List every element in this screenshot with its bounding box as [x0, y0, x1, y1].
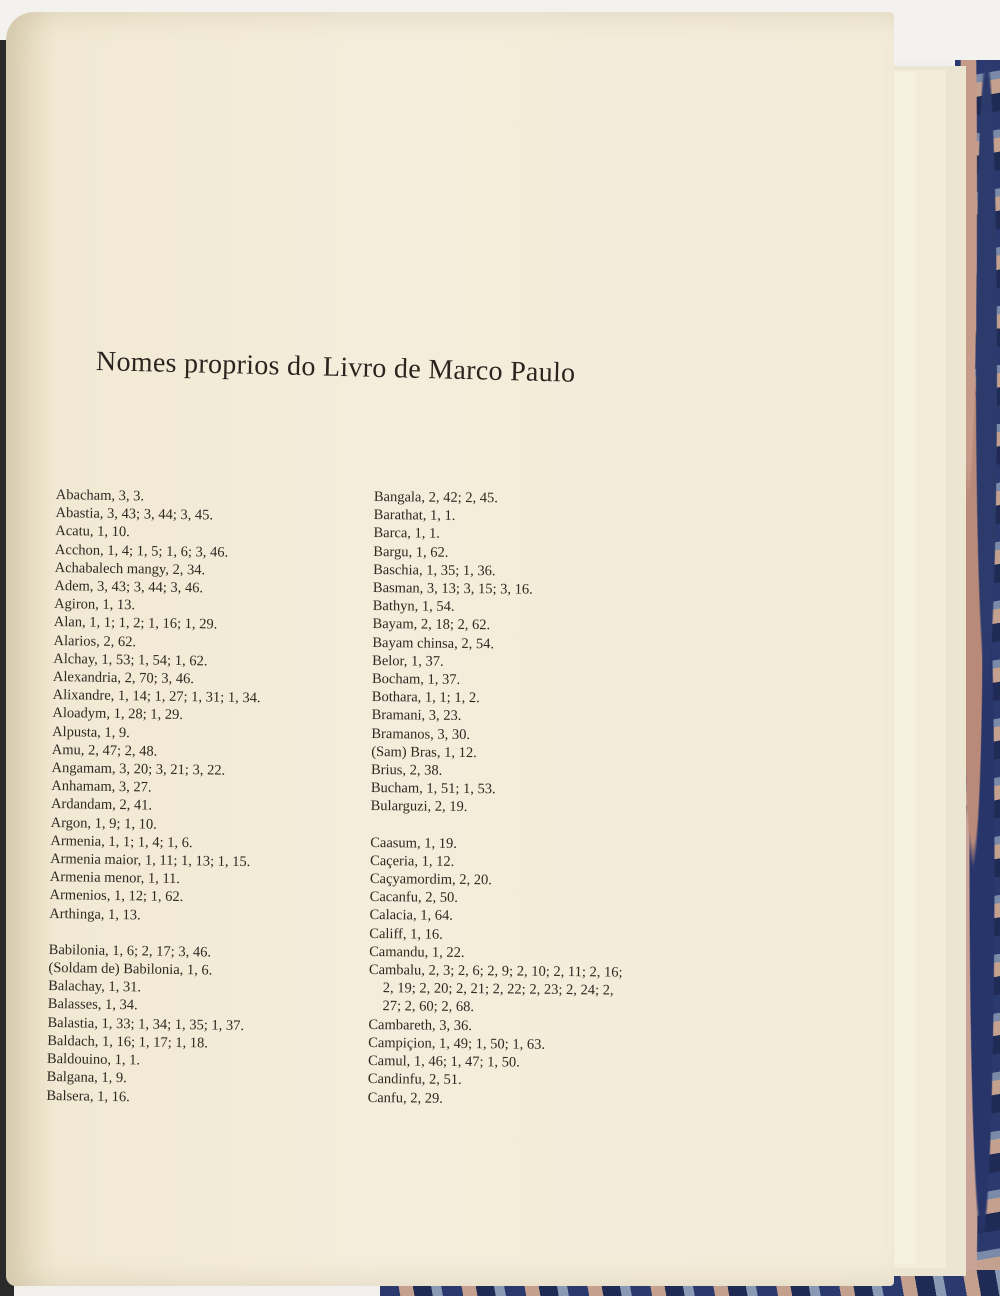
index-entry: Angamam, 3, 20; 3, 21; 3, 22. — [51, 760, 226, 779]
index-column-right — [368, 488, 694, 1110]
index-entry: Acchon, 1, 4; 1, 5; 1, 6; 3, 46. — [54, 541, 229, 561]
index-entry: Acatu, 1, 10. — [55, 523, 130, 541]
page-title: Nomes proprios do Livro de Marco Paulo — [95, 346, 576, 389]
index-entry: Alexandria, 2, 70; 3, 46. — [52, 669, 195, 688]
index-entry: Candinfu, 2, 51. — [367, 1071, 462, 1089]
index-entry: Cambareth, 3, 36. — [368, 1016, 472, 1034]
index-entry: Bocham, 1, 37. — [371, 671, 461, 688]
index-entry: (Sam) Bras, 1, 12. — [371, 743, 477, 761]
index-entry-continuation: 27; 2, 60; 2, 68. — [382, 998, 475, 1016]
page-edge — [893, 72, 916, 1264]
index-entry: Balastia, 1, 33; 1, 34; 1, 35; 1, 37. — [47, 1014, 245, 1034]
index-entry: Arthinga, 1, 13. — [49, 905, 141, 924]
index-entry: Caçyamordim, 2, 20. — [369, 871, 493, 889]
index-entry: Caasum, 1, 19. — [370, 834, 457, 852]
index-entry: Alan, 1, 1; 1, 2; 1, 16; 1, 29. — [53, 614, 218, 633]
index-entry: Armenios, 1, 12; 1, 62. — [49, 887, 184, 906]
index-entry: Ardandam, 2, 41. — [50, 796, 153, 815]
index-entry: Bramani, 3, 23. — [371, 707, 462, 725]
index-entry: Alchay, 1, 53; 1, 54; 1, 62. — [53, 650, 208, 670]
index-entry: Camandu, 1, 22. — [369, 943, 465, 961]
index-entry-continuation: 2, 19; 2, 20; 2, 21; 2, 22; 2, 23; 2, 24; 2, — [382, 980, 614, 999]
index-entry: Alpusta, 1, 9. — [52, 723, 130, 741]
index-entry: Abacham, 3, 3. — [55, 486, 145, 505]
index-entry: Bayam, 2, 18; 2, 62. — [372, 616, 491, 634]
index-entry: Balsera, 1, 16. — [46, 1087, 130, 1105]
index-entry: Camul, 1, 46; 1, 47; 1, 50. — [367, 1053, 520, 1071]
index-entry: Bucham, 1, 51; 1, 53. — [370, 780, 496, 798]
index-entry: Basman, 3, 13; 3, 15; 3, 16. — [372, 580, 533, 598]
index-entry: Belor, 1, 37. — [372, 652, 444, 670]
index-entry: Adem, 3, 43; 3, 44; 3, 46. — [54, 578, 204, 597]
index-entry: Baldach, 1, 16; 1, 17; 1, 18. — [47, 1032, 209, 1052]
index-entry: Cambalu, 2, 3; 2, 6; 2, 9; 2, 10; 2, 11; 2, 16; — [368, 962, 623, 981]
index-entry: Argon, 1, 9; 1, 10. — [50, 814, 157, 833]
index-entry: Achabalech mangy, 2, 34. — [54, 559, 206, 579]
index-entry: Baldouino, 1, 1. — [46, 1051, 141, 1069]
index-entry: Brius, 2, 38. — [370, 762, 443, 779]
index-entry: Caçeria, 1, 12. — [370, 852, 455, 870]
index-entry: Balachay, 1, 31. — [48, 978, 142, 996]
index-entry: Agiron, 1, 13. — [54, 596, 136, 614]
index-entry: Barathat, 1, 1. — [373, 507, 456, 525]
index-entry: Califf, 1, 16. — [369, 925, 443, 943]
index-entry: (Soldam de) Babilonia, 1, 6. — [48, 960, 213, 979]
index-entry: Aloadym, 1, 28; 1, 29. — [52, 705, 184, 724]
index-entry: Bothara, 1, 1; 1, 2. — [371, 689, 480, 707]
index-entry: Bramanos, 3, 30. — [371, 725, 471, 743]
index-entry: Bathyn, 1, 54. — [372, 598, 455, 616]
index-entry: Armenia, 1, 1; 1, 4; 1, 6. — [50, 832, 193, 852]
index-entry: Cacanfu, 2, 50. — [369, 889, 458, 907]
index-entry: Amu, 2, 47; 2, 48. — [51, 741, 158, 760]
index-entry: Campiçion, 1, 49; 1, 50; 1, 63. — [368, 1034, 546, 1053]
index-entry: Canfu, 2, 29. — [367, 1089, 444, 1107]
index-entry: Abastia, 3, 43; 3, 44; 3, 45. — [55, 505, 214, 524]
index-entry: Bularguzi, 2, 19. — [370, 798, 468, 816]
index-entry: Balgana, 1, 9. — [46, 1069, 127, 1087]
index-entry: Bargu, 1, 62. — [373, 543, 449, 561]
index-entry: Alarios, 2, 62. — [53, 632, 137, 650]
index-entry: Anhamam, 3, 27. — [51, 778, 152, 796]
index-entry: Baschia, 1, 35; 1, 36. — [373, 561, 496, 580]
index-entry: Armenia menor, 1, 11. — [49, 869, 181, 888]
index-entry: Bangala, 2, 42; 2, 45. — [373, 488, 499, 507]
index-column-left — [46, 486, 356, 1109]
index-entry: Babilonia, 1, 6; 2, 17; 3, 46. — [48, 941, 212, 961]
index-entry: Alixandre, 1, 14; 1, 27; 1, 31; 1, 34. — [52, 687, 261, 707]
index-entry: Bayam chinsa, 2, 54. — [372, 634, 495, 652]
index-entry: Armenia maior, 1, 11; 1, 13; 1, 15. — [50, 851, 251, 871]
index-entry: Balasses, 1, 34. — [47, 996, 138, 1014]
index-entry: Barca, 1, 1. — [373, 525, 441, 543]
index-entry: Calacia, 1, 64. — [369, 907, 453, 925]
